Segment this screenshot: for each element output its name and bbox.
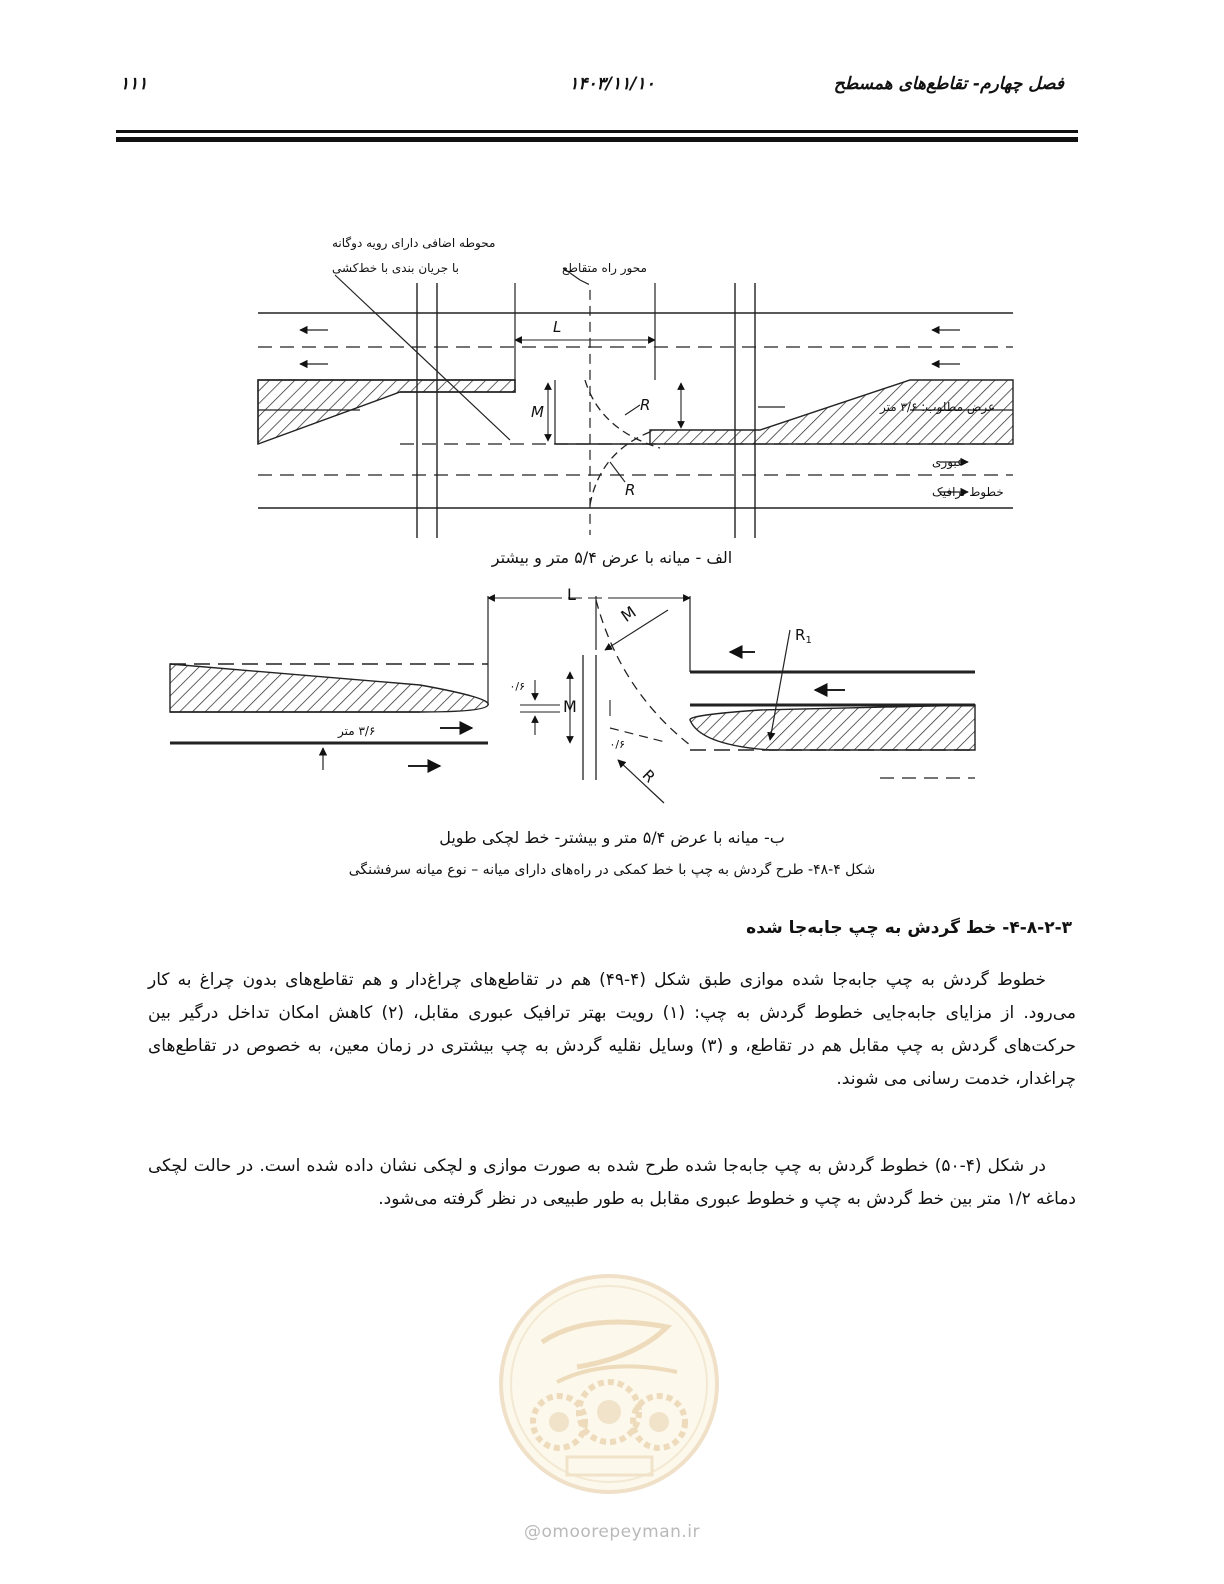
watermark-seal-icon bbox=[497, 1272, 722, 1497]
label-M-center: M bbox=[563, 697, 577, 716]
label-R-upper: R bbox=[640, 396, 651, 414]
chapter-title: فصل چهارم- تقاطع‌های همسطح bbox=[833, 74, 1064, 94]
label-M-diagonal: M bbox=[617, 602, 640, 626]
label-traffic-lanes: خطوط ترافیک bbox=[932, 485, 1004, 499]
paragraph-1: خطوط گردش به چپ جابه‌جا شده موازی طبق شکل (۴-۴۹) هم در تقاطع‌های چراغ‌دار و هم تقاطع‌های بدون چراغ به کار می‌رود. از مزایای جابه‌جایی خطوط گردش به چپ: (۱) رویت بهتر ترافیک عبوری مقابل، (۲) کاهش امکان تداخل درگیر بین حرکت‌های گردش به چپ مقابل هم در تقاطع، و (۳) وسایل نقلیه گردش به چپ بیشتری در زمان معین، به خصوص در تقاطع‌های چراغدار، خدمت رسانی می شوند. bbox=[148, 970, 1077, 1089]
caption-a: الف - میانه با عرض ۵/۴ متر و بیشتر bbox=[491, 548, 733, 567]
left-median-hatch bbox=[258, 380, 515, 444]
label-extra-area-2: با جریان بندی با خط‌کشی bbox=[332, 261, 459, 275]
paragraph-2: در شکل (۴-۵۰) خطوط گردش به چپ جابه‌جا شده طرح شده به صورت موازی و لچکی نشان داده شده است. در حالت لچکی دماغه ۱/۲ متر بین خط گردش به چپ و خطوط عبوری مقابل به طور طبیعی در نظر گرفته می‌شود. bbox=[148, 1156, 1076, 1209]
header-date: ۱۴۰۳/۱۱/۱۰ bbox=[569, 74, 655, 94]
label-R-b: R bbox=[638, 766, 659, 787]
label-extra-area-1: محوطه اضافی دارای رویه دوگانه bbox=[332, 236, 496, 250]
label-L-a: L bbox=[553, 318, 562, 336]
label-M-a: M bbox=[531, 403, 544, 421]
label-desired-width: عرض مطلوب: ۳/۶ متر bbox=[880, 400, 996, 414]
figure-caption: شکل ۴-۴۸- طرح گردش به چپ با خط کمکی در راه‌های دارای میانه – نوع میانه سرفشنگی bbox=[348, 862, 876, 878]
label-through: عبوری bbox=[932, 455, 965, 469]
label-36: ۳/۶ متر bbox=[338, 724, 376, 738]
label-crossroad-axis: محور راه متقاطع bbox=[562, 261, 647, 275]
label-L-b: L bbox=[567, 585, 576, 604]
page-number: ۱۱۱ bbox=[120, 74, 148, 94]
label-06-upper: ۰/۶ bbox=[509, 680, 525, 693]
watermark-url: @omoorepeyman.ir bbox=[523, 1522, 701, 1542]
median-taper-right bbox=[690, 705, 975, 750]
label-R-lower: R bbox=[625, 481, 636, 499]
caption-b: ب- میانه با عرض ۵/۴ متر و بیشتر- خط لچکی طویل bbox=[439, 828, 785, 847]
label-06-lower: ۰/۶ bbox=[609, 738, 625, 751]
label-R1: $R_1$ bbox=[795, 626, 812, 646]
median-taper-left bbox=[170, 664, 488, 712]
section-title: ۴-۸-۲-۳- خط گردش به چپ جابه‌جا شده bbox=[746, 918, 1072, 938]
